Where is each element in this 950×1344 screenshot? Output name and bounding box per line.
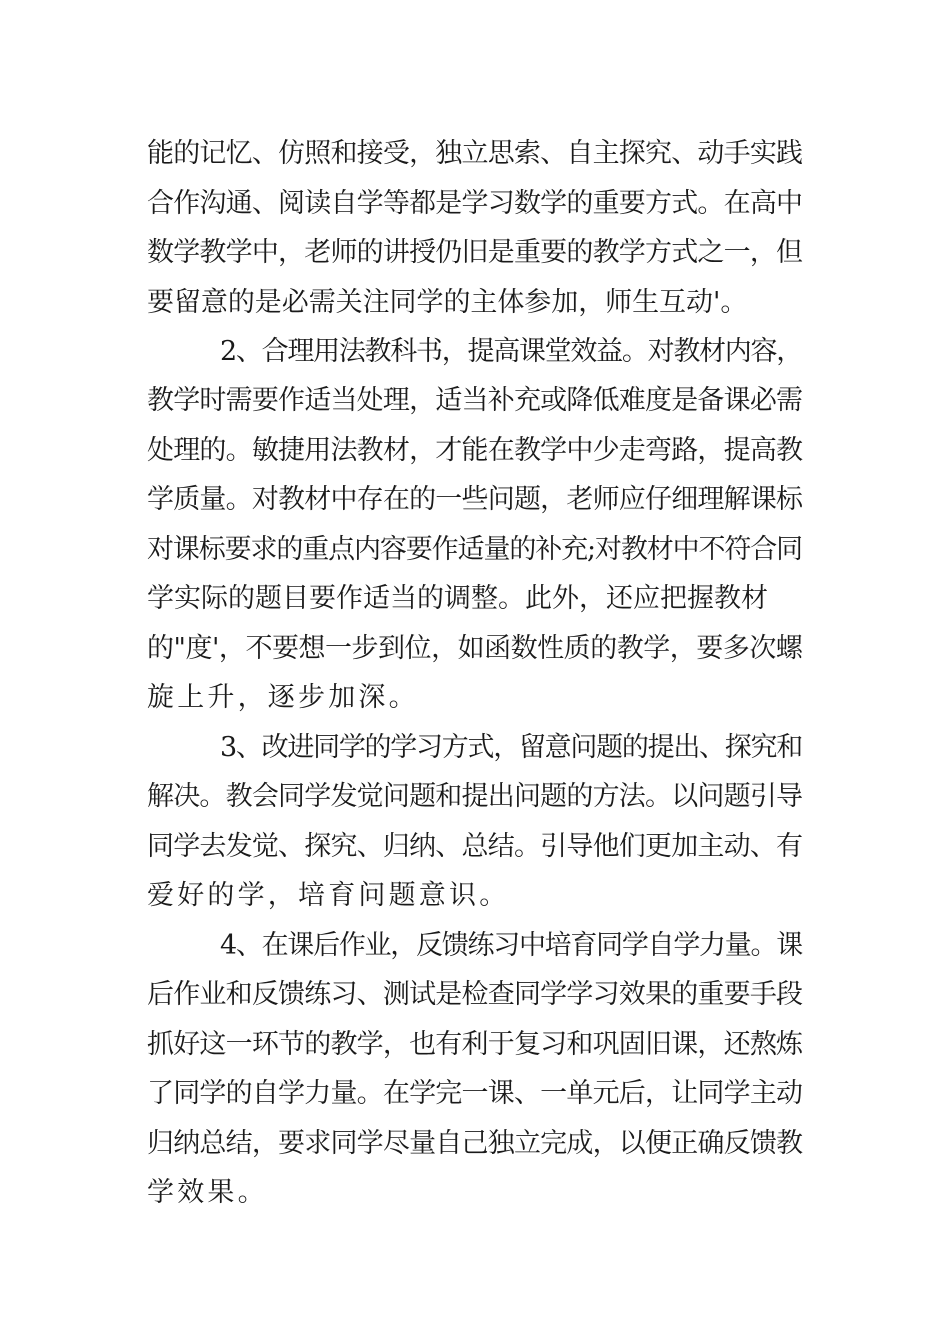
text-line: 归纳总结，要求同学尽量自己独立完成，以便正确反馈教	[147, 1128, 803, 1159]
text-line: 爱好的学，培育问题意识。	[147, 880, 510, 911]
text-line: 旋上升，逐步加深。	[147, 682, 419, 713]
text-line: 同学去发觉、探究、归纳、总结。引导他们更加主动、有	[147, 831, 803, 862]
text-line: 教学时需要作适当处理，适当补充或降低难度是备课必需	[147, 385, 803, 416]
text-line: 了同学的自学力量。在学完一课、一单元后，让同学主动	[147, 1078, 803, 1109]
text-line: 后作业和反馈练习、测试是检查同学学习效果的重要手段	[147, 979, 803, 1010]
text-line: 学质量。对教材中存在的一些问题，老师应仔细理解课标	[147, 484, 803, 515]
text-line: 要留意的是必需关注同学的主体参加，师生互动'。	[147, 287, 748, 318]
text-line: 能的记忆、仿照和接受，独立思索、自主探究、动手实践	[147, 138, 803, 169]
text-line: 对课标要求的重点内容要作适量的补充;对教材中不符合同	[147, 534, 802, 565]
text-line: 学实际的题目要作适当的调整。此外，还应把握教材	[147, 583, 768, 614]
paragraph-first-line: 3、改进同学的学习方式，留意问题的提出、探究和	[220, 732, 802, 763]
text-line: 解决。教会同学发觉问题和提出问题的方法。以问题引导	[147, 781, 803, 812]
text-line: 的"度'，不要想一步到位，如函数性质的教学，要多次螺	[147, 633, 803, 664]
paragraph-first-line: 4、在课后作业，反馈练习中培育同学自学力量。课	[220, 930, 802, 961]
text-line: 合作沟通、阅读自学等都是学习数学的重要方式。在高中	[147, 188, 803, 219]
text-line: 抓好这一环节的教学，也有利于复习和巩固旧课，还熬炼	[147, 1029, 803, 1060]
paragraph-first-line: 2、合理用法教科书，提高课堂效益。对教材内容，	[220, 336, 802, 367]
text-line: 数学教学中，老师的讲授仍旧是重要的教学方式之一，但	[147, 237, 803, 268]
text-line: 处理的。敏捷用法教材，才能在教学中少走弯路，提高教	[147, 435, 803, 466]
text-line: 学效果。	[147, 1177, 268, 1208]
